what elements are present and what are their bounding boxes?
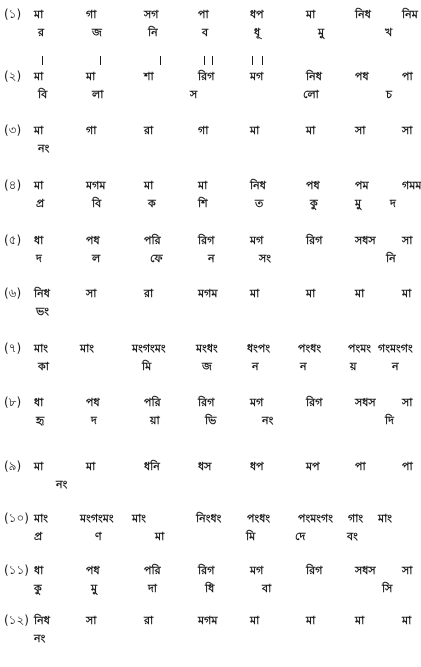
swara-note: সগ (144, 8, 159, 21)
lyric-syllable: দি (385, 414, 394, 427)
swara-note: নিংধং (196, 512, 222, 525)
swara-note: রিগ (198, 234, 215, 247)
swara-note: পা (402, 460, 413, 473)
swara-note: ধপ (250, 8, 264, 21)
swara-note: রা (144, 124, 154, 137)
swara-note: মা (34, 460, 44, 473)
lyric-syllable: প্র (34, 530, 43, 543)
swara-note: মা (355, 614, 365, 627)
lyric-syllable: ন (252, 360, 259, 373)
swara-note: মা (34, 70, 44, 83)
lyric-syllable: বা (262, 582, 272, 595)
swara-note: পরি (144, 396, 161, 409)
swara-note: পা (355, 460, 366, 473)
lyric-syllable: কা (38, 360, 49, 373)
swara-note: মাং (34, 342, 49, 355)
swara-note: পরি (144, 234, 161, 247)
lyric-syllable: নি (148, 26, 158, 39)
lyric-syllable: কু (34, 582, 42, 595)
swara-note: রিগ (306, 234, 323, 247)
swara-note: মগম (86, 179, 106, 192)
line-number: (৮) (4, 395, 22, 409)
swara-note: মাং (378, 512, 393, 525)
lyric-syllable: শি (198, 197, 208, 210)
swara-note: মা (86, 70, 96, 83)
lyric-syllable: জ (202, 360, 212, 373)
lyric-syllable: দ (91, 414, 97, 427)
swara-note: রিগ (306, 396, 323, 409)
swara-note: সা (86, 614, 97, 627)
lyric-syllable: ভি (205, 414, 217, 427)
swara-note: ধা (34, 234, 44, 247)
swara-note: মা (144, 179, 154, 192)
lyric-syllable: ফে (150, 252, 163, 265)
swara-note: পংধং (247, 512, 271, 525)
swara-note: সা (402, 396, 413, 409)
swara-note: রিগ (306, 564, 323, 577)
swara-note: পংমং (348, 342, 372, 355)
lyric-syllable: ন (300, 360, 307, 373)
lyric-syllable: য়া (150, 414, 160, 427)
lyric-syllable: মু (318, 26, 325, 39)
lyric-syllable: দা (148, 582, 157, 595)
line-number: (৪) (4, 178, 22, 192)
swara-note: মগ (250, 396, 264, 409)
lyric-syllable: ব (202, 26, 209, 39)
lyric-syllable: জ (92, 26, 102, 39)
lyric-syllable: লো (303, 88, 319, 101)
swara-note: সধস (355, 564, 376, 577)
swara-note: গা (86, 124, 97, 137)
lyric-syllable: নং (262, 414, 274, 427)
swara-note: মংধং (196, 342, 218, 355)
swara-note: মা (402, 614, 412, 627)
swara-note: পধ (306, 179, 320, 192)
beat-mark (252, 56, 253, 65)
swara-note: মগম (198, 287, 218, 300)
line-number: (৯) (4, 459, 22, 473)
swara-note: ধংপং (247, 342, 271, 355)
lyric-syllable: সি (382, 582, 393, 595)
lyric-syllable: লা (92, 88, 104, 101)
lyric-syllable: র (38, 26, 45, 39)
swara-note: মা (306, 287, 316, 300)
swara-note: রিগ (198, 70, 215, 83)
swara-note: মগ (250, 70, 264, 83)
lyric-syllable: ক (148, 197, 156, 210)
swara-note: পধ (355, 70, 369, 83)
swara-note: পা (198, 8, 209, 21)
line-number: (৫) (4, 233, 22, 247)
swara-note: মপ (306, 460, 320, 473)
lyric-syllable: মু (91, 582, 98, 595)
line-number: (৩) (4, 123, 22, 137)
line-number: (৭) (4, 341, 22, 355)
swara-note: সা (402, 564, 413, 577)
line-number: (১০) (4, 511, 29, 525)
swara-note: মা (86, 460, 96, 473)
lyric-syllable: য় (350, 360, 357, 373)
swara-note: নিধ (306, 70, 322, 83)
swara-note: শা (144, 70, 154, 83)
swara-note: গংমংগং (378, 342, 413, 355)
lyric-syllable: নং (34, 632, 46, 645)
lyric-syllable: কু (310, 197, 318, 210)
swara-note: পংধং (298, 342, 322, 355)
swara-note: সা (86, 287, 97, 300)
swara-note: মা (34, 8, 44, 21)
lyric-syllable: মি (142, 360, 152, 373)
lyric-syllable: নং (38, 142, 50, 155)
swara-note: ধপ (250, 460, 264, 473)
lyric-syllable: ত (255, 197, 264, 210)
swara-note: গাং (348, 512, 364, 525)
swara-note: নিধ (250, 179, 266, 192)
lyric-syllable: ধি (205, 582, 215, 595)
lyric-syllable: দে (295, 530, 306, 543)
swara-note: ধস (198, 460, 212, 473)
swara-note: রিগ (198, 396, 215, 409)
swara-note: নিধ (34, 614, 50, 627)
swara-note: মা (402, 287, 412, 300)
swara-note: মা (306, 124, 316, 137)
lyric-syllable: নং (56, 478, 68, 491)
swara-note: মা (306, 614, 316, 627)
beat-mark (42, 56, 43, 65)
lyric-syllable: ণ (95, 530, 102, 543)
swara-note: মগ (250, 234, 264, 247)
lyric-syllable: বি (92, 197, 102, 210)
lyric-syllable: মু (355, 197, 362, 210)
swara-note: মা (34, 179, 44, 192)
swara-note: পধ (86, 564, 100, 577)
swara-note: মা (198, 179, 208, 192)
lyric-syllable: নি (386, 252, 396, 265)
swara-note: রা (144, 614, 154, 627)
swara-note: মা (250, 287, 260, 300)
line-number: (২) (4, 69, 22, 83)
lyric-syllable: হৃ (36, 414, 45, 427)
swara-note: গা (86, 8, 97, 21)
swara-note: মাং (34, 512, 49, 525)
lyric-syllable: প্র (36, 197, 45, 210)
swara-note: মংগংমং (132, 342, 166, 355)
beat-mark (212, 56, 213, 65)
lyric-syllable: চ (386, 88, 392, 101)
swara-note: সা (355, 124, 366, 137)
lyric-syllable: বং (347, 530, 358, 543)
line-number: (৬) (4, 286, 22, 300)
swara-note: নিম (402, 8, 418, 21)
lyric-syllable: ন (208, 252, 215, 265)
swara-note: সধস (355, 234, 376, 247)
lyric-syllable: সং (259, 252, 272, 265)
line-number: (১) (4, 7, 22, 21)
beat-mark (160, 56, 161, 65)
beat-mark (204, 56, 205, 65)
swara-note: নিধ (355, 8, 371, 21)
swara-note: নিধ (34, 287, 50, 300)
swara-note: গা (198, 124, 209, 137)
lyric-syllable: দ (36, 252, 42, 265)
swara-note: সা (402, 124, 413, 137)
swara-note: ধা (34, 396, 44, 409)
swara-note: ধনি (144, 460, 160, 473)
lyric-syllable: দ (390, 197, 396, 210)
line-number: (১২) (4, 613, 29, 627)
swara-note: মগম (198, 614, 218, 627)
lyric-syllable: ভং (36, 305, 49, 318)
swara-note: ধা (34, 564, 44, 577)
swara-note: সধস (355, 396, 376, 409)
lyric-syllable: ধূ (254, 26, 261, 39)
beat-mark (100, 56, 101, 65)
beat-mark (262, 56, 263, 65)
swara-note: সা (402, 234, 413, 247)
swara-note: রা (144, 287, 154, 300)
swara-note: মা (306, 8, 316, 21)
lyric-syllable: স (190, 88, 198, 101)
lyric-syllable: মা (155, 530, 165, 543)
lyric-syllable: বি (38, 88, 48, 101)
swara-note: মা (250, 614, 260, 627)
lyric-syllable: মি (246, 530, 256, 543)
lyric-syllable: ন (392, 360, 399, 373)
swara-note: গমম (402, 179, 421, 192)
swara-note: মা (250, 124, 260, 137)
swara-note: মা (34, 124, 44, 137)
swara-note: মা (355, 287, 365, 300)
swara-note: পরি (144, 564, 161, 577)
swara-note: পধ (86, 234, 100, 247)
swara-note: মাং (80, 342, 95, 355)
lyric-syllable: ল (92, 252, 101, 265)
swara-note: মংগংমং (80, 512, 114, 525)
swara-note: পা (402, 70, 413, 83)
swara-note: রিগ (198, 564, 215, 577)
lyric-syllable: খ (385, 26, 393, 39)
swara-note: মগ (250, 564, 264, 577)
swara-note: মাং (132, 512, 147, 525)
swara-note: পংমংগং (298, 512, 333, 525)
swara-note: পধ (86, 396, 100, 409)
line-number: (১১) (4, 563, 29, 577)
swara-note: পম (355, 179, 369, 192)
